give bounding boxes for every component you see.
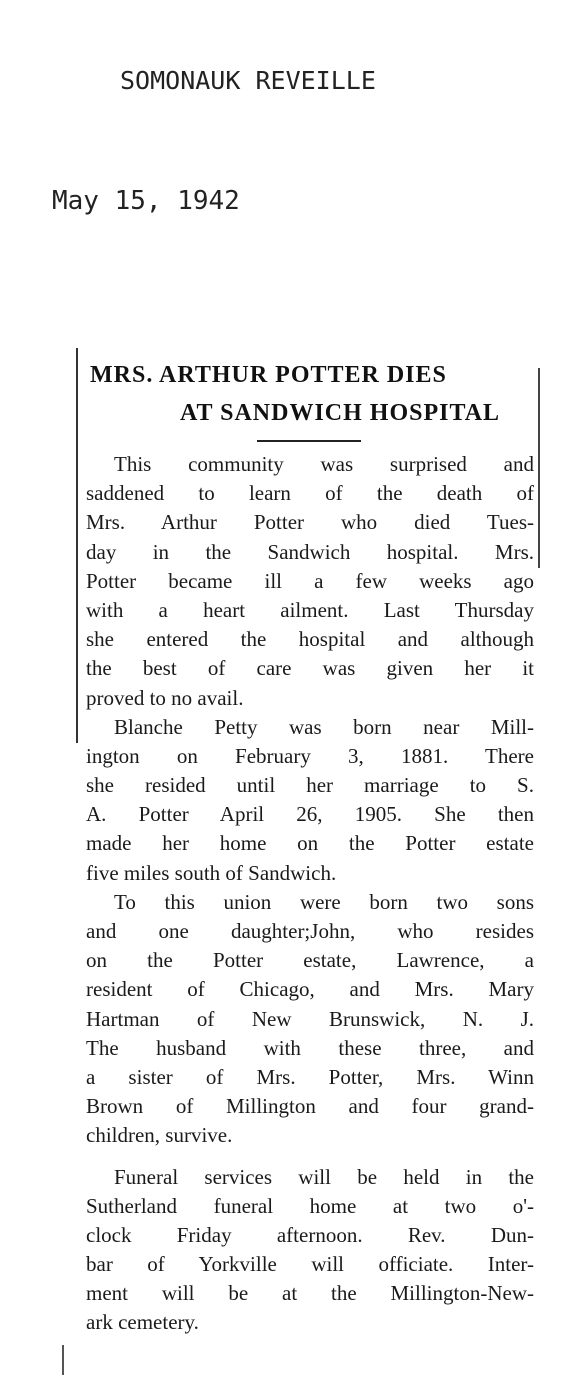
article-line: children, survive.: [86, 1123, 233, 1148]
publication-name: SOMONAUK REVEILLE: [120, 66, 376, 95]
article-body: [86, 450, 534, 1338]
article-line: This community was surprised and: [114, 452, 534, 476]
paragraph-gap: [86, 1151, 534, 1163]
article-line: Funeral services will be held in the: [114, 1164, 534, 1189]
article-line: a sister of Mrs. Potter, Mrs. Winn: [86, 1064, 534, 1089]
column-rule-fragment: [62, 1345, 64, 1375]
article-line: clock Friday afternoon. Rev. Dun-: [86, 1222, 534, 1247]
article-line: The husband with these three, and: [86, 1035, 534, 1060]
headline-line-2: AT SANDWICH HOSPITAL: [180, 400, 501, 426]
article-line: Brown of Millington and four grand-: [86, 1094, 534, 1119]
article-line: she entered the hospital and although: [86, 627, 534, 652]
article-line: Blanche Petty was born near Mill-: [114, 714, 534, 739]
article-line: ington on February 3, 1881. There: [86, 743, 534, 768]
newspaper-clipping: [62, 340, 552, 1380]
column-rule-right: [538, 368, 540, 568]
article-line: Potter became ill a few weeks ago: [86, 568, 534, 593]
article-line: five miles south of Sandwich.: [86, 860, 337, 885]
article-line: saddened to learn of the death of: [86, 481, 534, 506]
article-line: and one daughter;John, who resides: [86, 919, 534, 943]
article-line: A. Potter April 26, 1905. She then: [86, 802, 534, 827]
article-line: To this union were born two sons: [114, 889, 534, 914]
article-line: day in the Sandwich hospital. Mrs.: [86, 539, 534, 564]
headline-divider: [257, 440, 361, 442]
article-line: she resided until her marriage to S.: [86, 773, 534, 798]
article-line: on the Potter estate, Lawrence, a: [86, 948, 534, 973]
article-line: resident of Chicago, and Mrs. Mary: [86, 977, 534, 1002]
article-line: proved to no avail.: [86, 685, 244, 710]
headline-line-1: MRS. ARTHUR POTTER DIES: [90, 362, 447, 388]
publication-date: May 15, 1942: [52, 186, 240, 216]
column-rule-left: [76, 348, 78, 743]
article-line: bar of Yorkville will officiate. Inter-: [86, 1252, 534, 1277]
article-line: the best of care was given her it: [86, 656, 534, 681]
article-line: ark cemetery.: [86, 1310, 199, 1335]
article-line: ment will be at the Millington-New-: [86, 1281, 534, 1306]
article-line: Mrs. Arthur Potter who died Tues-: [86, 510, 534, 535]
article-line: with a heart ailment. Last Thursday: [86, 597, 534, 622]
article-line: made her home on the Potter estate: [86, 831, 534, 856]
article-line: Hartman of New Brunswick, N. J.: [86, 1006, 534, 1031]
article-line: Sutherland funeral home at two o'-: [86, 1193, 534, 1218]
